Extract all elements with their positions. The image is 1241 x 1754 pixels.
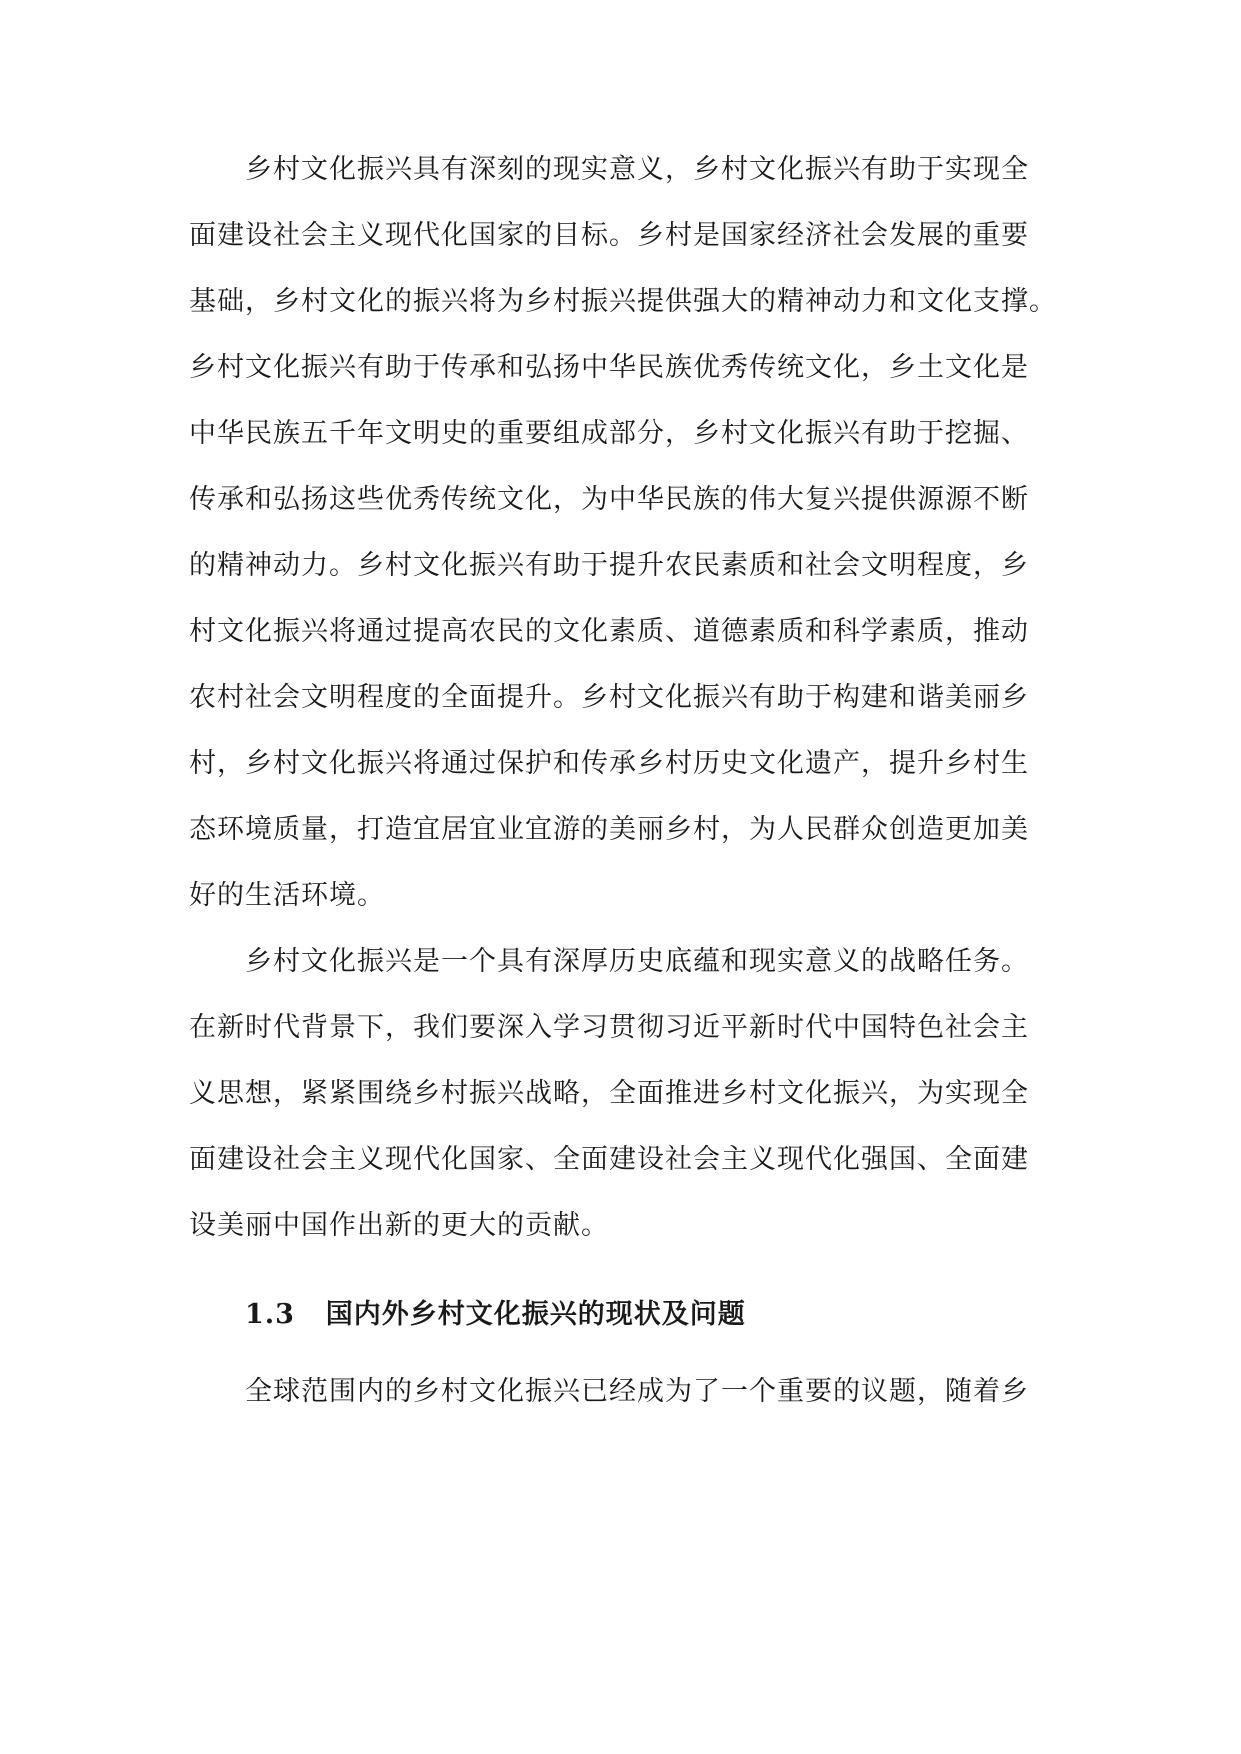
- text-line: 村文化振兴将通过提高农民的文化素质、道德素质和科学素质，推动: [189, 616, 1029, 647]
- text-line: 基础，乡村文化的振兴将为乡村振兴提供强大的精神动力和文化支撑。: [189, 286, 1057, 317]
- text-line: 义思想，紧紧围绕乡村振兴战略，全面推进乡村文化振兴，为实现全: [189, 1078, 1029, 1109]
- section-title: 国内外乡村文化振兴的现状及问题: [325, 1299, 746, 1330]
- text-line: 中华民族五千年文明史的重要组成部分，乡村文化振兴有助于挖掘、: [189, 418, 1029, 449]
- text-line: 态环境质量，打造宜居宜业宜游的美丽乡村，为人民群众创造更加美: [189, 814, 1029, 845]
- text-line: 乡村文化振兴具有深刻的现实意义，乡村文化振兴有助于实现全: [245, 154, 1029, 185]
- section-heading: [245, 1297, 746, 1333]
- text-line: 的精神动力。乡村文化振兴有助于提升农民素质和社会文明程度，乡: [189, 550, 1029, 581]
- text-line: 好的生活环境。: [189, 880, 385, 911]
- text-line: 面建设社会主义现代化国家、全面建设社会主义现代化强国、全面建: [189, 1144, 1029, 1175]
- text-line: 农村社会文明程度的全面提升。乡村文化振兴有助于构建和谐美丽乡: [189, 682, 1029, 713]
- text-line: 传承和弘扬这些优秀传统文化，为中华民族的伟大复兴提供源源不断: [189, 484, 1029, 515]
- section-number: 1.3: [245, 1299, 295, 1330]
- text-line: 设美丽中国作出新的更大的贡献。: [189, 1210, 609, 1241]
- text-line: 村，乡村文化振兴将通过保护和传承乡村历史文化遗产，提升乡村生: [189, 748, 1029, 779]
- text-line: 全球范围内的乡村文化振兴已经成为了一个重要的议题，随着乡: [245, 1376, 1029, 1407]
- text-line: 乡村文化振兴有助于传承和弘扬中华民族优秀传统文化，乡土文化是: [189, 352, 1029, 383]
- text-line: 面建设社会主义现代化国家的目标。乡村是国家经济社会发展的重要: [189, 220, 1029, 251]
- text-line: 乡村文化振兴是一个具有深厚历史底蕴和现实意义的战略任务。: [245, 946, 1029, 977]
- text-line: 在新时代背景下，我们要深入学习贯彻习近平新时代中国特色社会主: [189, 1012, 1029, 1043]
